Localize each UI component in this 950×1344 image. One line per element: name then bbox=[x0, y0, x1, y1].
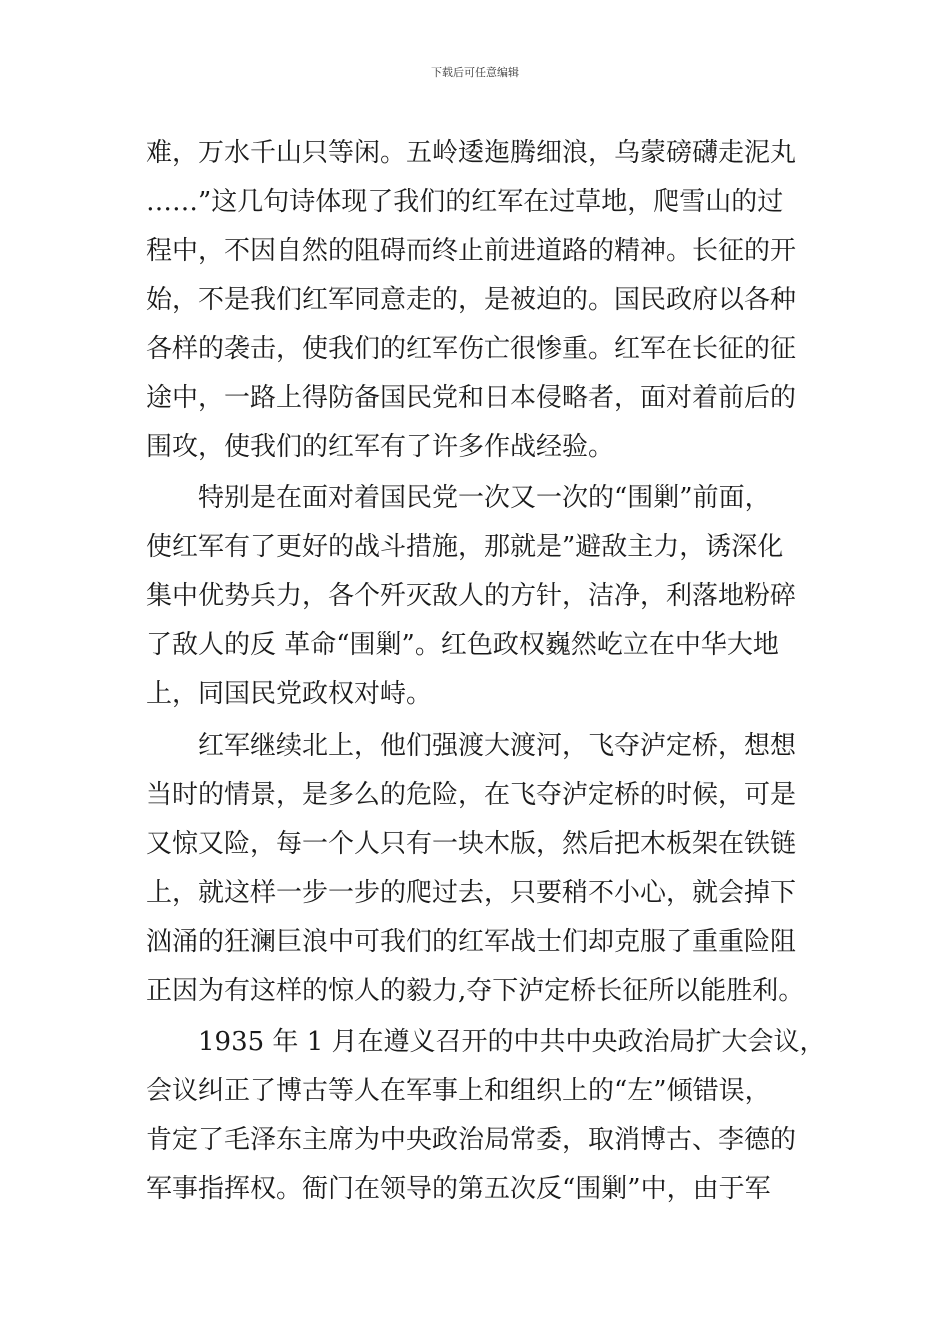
body-line-4: 始，不是我们红军同意走的，是被迫的。国民政府以各种 bbox=[146, 285, 797, 315]
body-line-1: 难，万水千山只等闲。五岭逶迤腾细浪，乌蒙磅礴走泥丸 bbox=[146, 138, 797, 168]
body-line-9: 使红军有了更好的战斗措施，那就是”避敌主力，诱深化 bbox=[146, 532, 784, 562]
body-line-21: 肯定了毛泽东主席为中央政治局常委，取消博古、李德的 bbox=[146, 1125, 797, 1155]
body-line-2: ……”这几句诗体现了我们的红军在过草地，爬雪山的过 bbox=[146, 187, 784, 217]
body-line-16: 上，就这样一步一步的爬过去，只要稍不小心，就会掉下 bbox=[146, 878, 797, 908]
body-line-11: 了敌人的反 革命“围剿”。红色政权巍然屹立在中华大地 bbox=[146, 630, 779, 660]
page-header: 下载后可任意编辑 bbox=[431, 66, 519, 79]
body-line-12: 上，同国民党政权对峙。 bbox=[146, 679, 433, 709]
body-line-14: 当时的情景，是多么的危险，在飞夺泸定桥的时候，可是 bbox=[146, 780, 797, 810]
body-line-13: 红军继续北上，他们强渡大渡河，飞夺泸定桥，想想 bbox=[146, 731, 797, 761]
body-line-3: 程中，不因自然的阻碍而终止前进道路的精神。长征的开 bbox=[146, 236, 797, 266]
body-line-20: 会议纠正了博古等人在军事上和组织上的“左”倾错误， bbox=[146, 1076, 771, 1106]
body-line-8: 特别是在面对着国民党一次又一次的“围剿”前面， bbox=[146, 483, 771, 513]
body-line-22: 军事指挥权。衙门在领导的第五次反“围剿”中，由于军 bbox=[146, 1174, 771, 1204]
body-line-7: 围攻，使我们的红军有了许多作战经验。 bbox=[146, 432, 615, 462]
body-line-15: 又惊又险，每一个人只有一块木版，然后把木板架在铁链 bbox=[146, 829, 797, 859]
body-line-5: 各样的袭击，使我们的红军伤亡很惨重。红军在长征的征 bbox=[146, 334, 797, 364]
body-line-17: 汹涌的狂澜巨浪中可我们的红军战士们却克服了重重险阻 bbox=[146, 927, 797, 957]
body-line-19: 1935 年 1 月在遵义召开的中共中央政治局扩大会议， bbox=[146, 1027, 826, 1057]
body-line-6: 途中，一路上得防备国民党和日本侵略者，面对着前后的 bbox=[146, 383, 797, 413]
body-line-10: 集中优势兵力，各个歼灭敌人的方针，洁净，利落地粉碎 bbox=[146, 581, 797, 611]
body-line-18: 正因为有这样的惊人的毅力,夺下泸定桥长征所以能胜利。 bbox=[146, 976, 805, 1006]
